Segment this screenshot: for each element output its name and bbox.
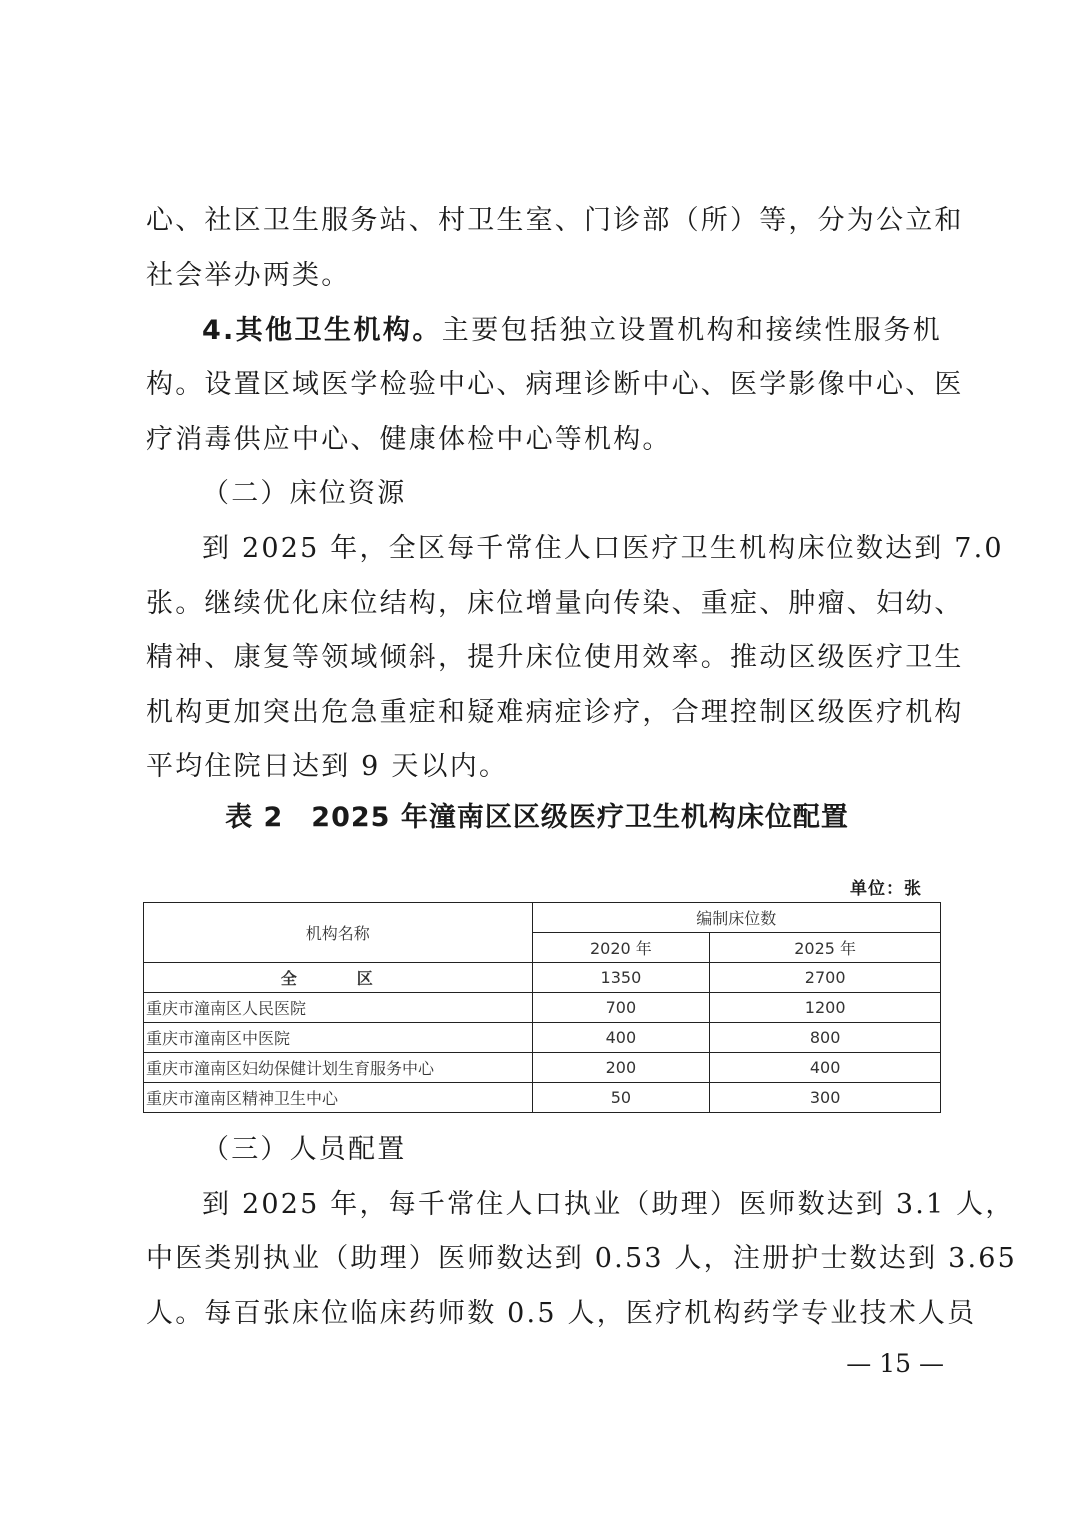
row-name: 重庆市潼南区中医院 bbox=[144, 1023, 533, 1053]
paragraph-line: 中医类别执业（助理）医师数达到 0.53 人，注册护士数达到 3.65 bbox=[146, 1243, 1017, 1274]
table-row bbox=[144, 993, 941, 1023]
table-header-row bbox=[144, 903, 941, 933]
paragraph-line: 疗消毒供应中心、健康体检中心等机构。 bbox=[146, 424, 672, 455]
table-row bbox=[144, 1023, 941, 1053]
paragraph-line: 平均住院日达到 9 天以内。 bbox=[146, 751, 509, 782]
row-2020: 1350 bbox=[532, 963, 710, 993]
row-name: 重庆市潼南区人民医院 bbox=[144, 993, 533, 1023]
section-heading-other-institutions: 4.其他卫生机构。 bbox=[202, 315, 442, 346]
paragraph-line bbox=[202, 313, 942, 349]
paragraph-line: 到 2025 年，全区每千常住人口医疗卫生机构床位数达到 7.0 bbox=[202, 533, 1004, 564]
row-2025: 300 bbox=[710, 1083, 941, 1113]
paragraph-line: 机构更加突出危急重症和疑难病症诊疗，合理控制区级医疗机构 bbox=[146, 697, 964, 728]
row-2025: 1200 bbox=[710, 993, 941, 1023]
row-2020: 50 bbox=[532, 1083, 710, 1113]
table-title: 表 2 2025 年潼南区区级医疗卫生机构床位配置 bbox=[225, 802, 849, 833]
paragraph-text: 主要包括独立设置机构和接续性服务机 bbox=[441, 315, 942, 346]
paragraph-line: 张。继续优化床位结构，床位增量向传染、重症、肿瘤、妇幼、 bbox=[146, 588, 964, 619]
section-heading-staffing: （三）人员配置 bbox=[202, 1134, 407, 1165]
table-row bbox=[144, 1053, 941, 1083]
paragraph-line: 心、社区卫生服务站、村卫生室、门诊部（所）等，分为公立和 bbox=[146, 205, 964, 236]
row-2025: 400 bbox=[710, 1053, 941, 1083]
paragraph-line: 精神、康复等领域倾斜，提升床位使用效率。推动区级医疗卫生 bbox=[146, 642, 964, 673]
row-2020: 200 bbox=[532, 1053, 710, 1083]
paragraph-line: 社会举办两类。 bbox=[146, 260, 351, 291]
bed-allocation-table bbox=[143, 902, 941, 1113]
row-2025: 2700 bbox=[710, 963, 941, 993]
paragraph-line: 人。每百张床位临床药师数 0.5 人，医疗机构药学专业技术人员 bbox=[146, 1298, 977, 1329]
section-heading-beds: （二）床位资源 bbox=[202, 478, 407, 509]
row-name: 重庆市潼南区精神卫生中心 bbox=[144, 1083, 533, 1113]
table-row bbox=[144, 1083, 941, 1113]
table-unit: 单位：张 bbox=[850, 879, 922, 899]
paragraph-line: 到 2025 年，每千常住人口执业（助理）医师数达到 3.1 人， bbox=[202, 1189, 1015, 1220]
header-bed-count: 编制床位数 bbox=[532, 903, 941, 933]
header-2020: 2020 年 bbox=[532, 933, 710, 963]
row-2020: 700 bbox=[532, 993, 710, 1023]
page-number: — 15 — bbox=[846, 1349, 944, 1378]
row-2020: 400 bbox=[532, 1023, 710, 1053]
table-row bbox=[144, 963, 941, 993]
paragraph-line: 构。设置区域医学检验中心、病理诊断中心、医学影像中心、医 bbox=[146, 369, 964, 400]
row-name: 全 区 bbox=[144, 963, 533, 993]
row-2025: 800 bbox=[710, 1023, 941, 1053]
header-institution-name: 机构名称 bbox=[144, 903, 533, 963]
row-name: 重庆市潼南区妇幼保健计划生育服务中心 bbox=[144, 1053, 533, 1083]
header-2025: 2025 年 bbox=[710, 933, 941, 963]
